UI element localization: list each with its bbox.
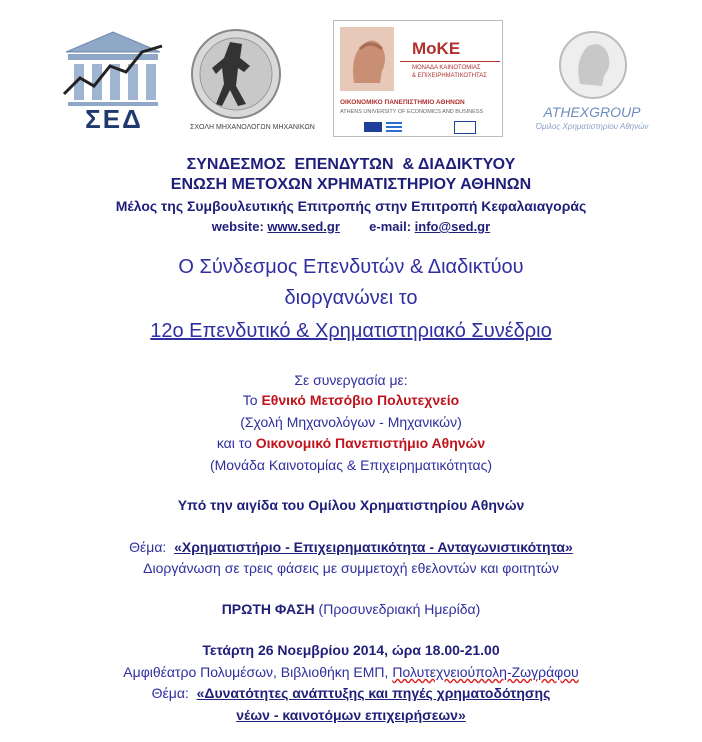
greek-flag-icon [386,122,402,132]
moke-university-en: ATHENS UNIVERSITY OF ECONOMICS AND BUSINESS [340,109,484,115]
moke-logo [333,20,503,137]
header-line-1: ΣΥΝΔΕΣΜΟΣ ΕΠΕΝΔΥΤΩΝ & ΔΙΑΔΙΚΤΥΟΥ [186,156,516,173]
phase-venue [0,664,702,680]
phase-date: Τετάρτη 26 Νοεμβρίου 2014, ώρα 18.00-21.00 [202,642,500,658]
moke-subtitle-1: ΜΟΝΑΔΑ ΚΑΙΝΟΤΟΜΙΑΣ [412,65,481,71]
eu-flag-icon [364,122,382,132]
athex-subtitle: Όμιλος Χρηματιστηρίου Αθηνών [535,122,649,131]
phase-theme-line-1: «Δυνατότητες ανάπτυξης και πηγές χρηματοδότησης [196,685,551,701]
header-line-2: ΕΝΩΣΗ ΜΕΤΟΧΩΝ ΧΡΗΜΑΤΙΣΤΗΡΙΟΥ ΑΘΗΝΩΝ [170,176,532,193]
theme-line [0,539,702,555]
venue-prefix: Αμφιθέατρο Πολυμέσων, Βιβλιοθήκη ΕΜΠ, [123,664,393,680]
header-line-3: Μέλος της Συμβουλευτικής Επιτροπής στην Επιτροπή Κεφαλαιαγοράς [115,198,587,214]
moke-subtitle-2: & ΕΠΙΧΕΙΡΗΜΑΤΙΚΟΤΗΤΑΣ [412,73,487,79]
cooperation-intro: Σε συνεργασία με: [294,372,408,388]
sed-logo-text: ΣΕΔ [85,104,143,134]
aueb-line [0,435,702,451]
email-label: e-mail: [369,219,415,234]
ntua-logo [190,24,315,136]
email-link[interactable]: info@sed.gr [414,219,491,234]
theme-label: Θέμα: [129,539,175,555]
title-line-1: Ο Σύνδεσμος Επενδυτών & Διαδικτύου [178,256,524,278]
phase-line [0,601,702,617]
athex-name: ATHEXGROUP [543,104,641,120]
website-label: website: [211,219,268,234]
phase-theme-line-2: νέων - καινοτόμων επιχειρήσεων» [236,707,466,723]
phase-type: (Προσυνεδριακή Ημερίδα) [314,601,481,617]
phase-theme-label: Θέμα: [151,685,197,701]
ntua-name: Εθνικό Μετσόβιο Πολυτεχνείο [261,392,460,408]
aueb-prefix: και το [216,435,256,451]
moke-university: ΟΙΚΟΝΟΜΙΚΟ ΠΑΝΕΠΙΣΤΗΜΙΟ ΑΘΗΝΩΝ [340,99,465,106]
aegis-line: Υπό την αιγίδα του Ομίλου Χρηματιστηρίου Αθηνών [177,497,525,513]
theme-description: Διοργάνωση σε τρεις φάσεις με συμμετοχή εθελοντών και φοιτητών [143,560,559,576]
athex-logo [528,30,656,140]
ntua-sub: (Σχολή Μηχανολόγων - Μηχανικών) [240,414,462,430]
theme-text: «Χρηματιστήριο - Επιχειρηματικότητα - Ανταγωνιστικότητα» [174,539,573,555]
ntua-line [0,392,702,408]
ntua-caption: ΣΧΟΛΗ ΜΗΧΑΝΟΛΟΓΩΝ ΜΗΧΑΝΙΚΩΝ [190,124,315,131]
espa-logo-icon [454,121,476,134]
title-line-2: διοργανώνει το [284,287,418,309]
venue-place: Πολυτεχνειούπολη-Ζωγράφου [392,664,579,680]
phase-theme-line [0,685,702,701]
contact-line [0,219,702,234]
aueb-sub: (Μονάδα Καινοτομίας & Επιχειρηματικότητας) [209,457,493,473]
head-sculpture-icon [340,27,394,91]
moke-title: MoKE [412,39,461,58]
sed-logo [58,20,168,134]
coin-head-icon [558,30,628,100]
ntua-prefix: Το [242,392,262,408]
website-link[interactable]: www.sed.gr [267,219,340,234]
phase-name: ΠΡΩΤΗ ΦΑΣΗ [221,601,315,617]
aueb-name: Οικονομικό Πανεπιστήμιο Αθηνών [255,435,486,451]
title-line-3: 12ο Επενδυτικό & Χρηματιστηριακό Συνέδριο [150,320,552,342]
ntua-seal-icon [190,24,308,124]
